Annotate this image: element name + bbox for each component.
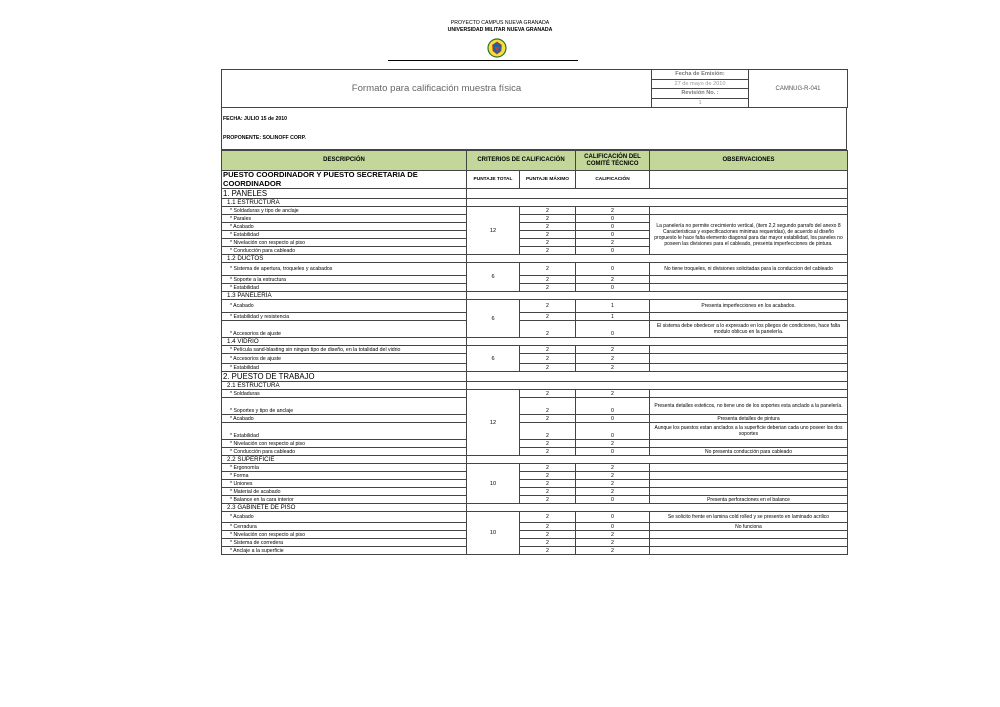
- subcategory-row: [222, 338, 848, 346]
- group-total: 12: [467, 207, 520, 255]
- section-title: PUESTO COORDINADOR Y PUESTO SECRETARIA DE COORDINADOR: [222, 171, 467, 189]
- group-total: 10: [467, 464, 520, 504]
- observation-cell: La panelería no permite crecimiento vertical, (item 2,2 segundo parrafo del anexo 8 Caracteristicas y especificaciones minimas requeridas), de acuerdo al diseño propuesto le hace falta elemento diagonal para dar mayor estabilidad, los paneles no poseen las divisiones para el cableado, presenta imperfecciones de pintura.: [650, 215, 848, 255]
- table-row: * Accesorios de ajuste 2 2: [222, 354, 848, 364]
- subcategory-row: [222, 456, 848, 464]
- table-row: * Forma 2 2: [222, 472, 848, 480]
- puntaje-maximo-header: PUNTAJE MÁXIMO: [520, 171, 576, 189]
- category-title: 2. PUESTO DE TRABAJO: [222, 372, 467, 382]
- observation-cell: Presenta detalles de pintura: [650, 415, 848, 423]
- category-row: [222, 189, 848, 199]
- evaluation-sheet: [221, 69, 847, 555]
- group-total: 10: [467, 512, 520, 555]
- table-row: * Acabado 2 0: [222, 223, 848, 231]
- subcategory-row: [222, 255, 848, 263]
- table-row: * Acabado 2 0 Presenta detalles de pintura: [222, 415, 848, 423]
- subcategory-row: [222, 292, 848, 300]
- date-line: FECHA: JULIO 15 de 2010: [223, 116, 288, 122]
- table-row: * Soporte a la estructura 2 2: [222, 276, 848, 284]
- table-row: * Parales 2 0 La panelería no permite crecimiento vertical, (item 2,2 segundo parrafo del anexo 8 Caracteristicas y especificaciones minimas requeridas), de acuerdo al diseño propuesto le hace falta elemento diagonal para dar mayor estabilidad, los paneles no poseen las divisiones para el cableado, presenta imperfecciones de pintura.: [222, 215, 848, 223]
- header-divider: [388, 60, 578, 61]
- puntaje-total-header: PUNTAJE TOTAL: [467, 171, 520, 189]
- table-row: * Soldaduras 12 2 2: [222, 390, 848, 398]
- subcategory-row: [222, 504, 848, 512]
- table-row: * Estabilidad 2 0: [222, 284, 848, 292]
- table-row: * Estabilidad 2 2: [222, 364, 848, 372]
- table-row: * Conducción para cableado 2 0: [222, 247, 848, 255]
- group-total: 12: [467, 390, 520, 456]
- university-seal-icon: [485, 38, 509, 58]
- table-row: * Ergonomía 10 2 2: [222, 464, 848, 472]
- col-criterios: CRITERIOS DE CALIFICACIÓN: [467, 151, 576, 171]
- university-name: UNIVERSIDAD MILITAR NUEVA GRANADA: [447, 27, 553, 33]
- table-row: * Película sand-blasting sin ningun tipo de diseño, en la totalidad del vidrio 6 2 2: [222, 346, 848, 354]
- table-row: * Cerradura 2 0 No funciona: [222, 523, 848, 531]
- subcategory-row: [222, 382, 848, 390]
- observation-cell: Se solicito frente en lamina cold rolled y se presento en laminado acrilico: [650, 512, 848, 523]
- section-header-row: [222, 171, 848, 189]
- proponent-line: PROPONENTE: SOLINOFF CORP.: [223, 135, 306, 141]
- table-row: * Balance en la cara interior 2 0 Presenta perforaciones en el balance: [222, 496, 848, 504]
- form-title: Formato para calificación muestra física: [222, 70, 652, 108]
- table-row: * Anclaje a la superficie 2 2: [222, 547, 848, 555]
- table-row: * Estabilidad y resistencia 2 1: [222, 313, 848, 321]
- form-title-block: [221, 69, 848, 108]
- table-row: * Estabilidad 2 0: [222, 231, 848, 239]
- subcategory-title: 2.1 ESTRUCTURA: [222, 382, 467, 390]
- column-header-row: [222, 151, 848, 171]
- subcategory-title: 2.3 GABINETE DE PISO: [222, 504, 467, 512]
- col-observaciones: OBSERVACIONES: [650, 151, 848, 171]
- subcategory-title: 1.2 DUCTOS: [222, 255, 467, 263]
- observation-cell: No funciona: [650, 523, 848, 531]
- table-row: * Acabado 6 2 1 Presenta imperfecciones en los acabados.: [222, 300, 848, 313]
- col-calificacion-comite: CALIFICACIÓN DEL COMITÉ TÉCNICO: [576, 151, 650, 171]
- calificacion-header: CALIFICACIÓN: [576, 171, 650, 189]
- issue-date-value: 27 de mayo de 2010: [652, 79, 749, 89]
- subcategory-title: 2.2 SUPERFICIE: [222, 456, 467, 464]
- observation-cell: Presenta perforaciones en el balance: [650, 496, 848, 504]
- revision-value: 1: [652, 98, 749, 108]
- info-block: [221, 108, 847, 150]
- table-row: * Material de acabado 2 2: [222, 488, 848, 496]
- table-row: * Uniones 2 2: [222, 480, 848, 488]
- issue-date-label: Fecha de Emisión:: [652, 70, 749, 80]
- table-row: * Conducción para cableado 2 0 No presenta conducción para cableado: [222, 448, 848, 456]
- observation-cell: Aunque los puestos estan anclados a la superficie deberian cada uno poseer los dos soportes: [650, 423, 848, 440]
- category-row: [222, 372, 848, 382]
- category-title: 1. PANELES: [222, 189, 467, 199]
- table-row: * Estabilidad 2 0 Aunque los puestos estan anclados a la superficie deberian cada uno poseer los dos soportes: [222, 423, 848, 440]
- table-row: * Soldaduras y tipo de anclaje 12 2 2: [222, 207, 848, 215]
- observation-cell: No tiene troqueles, ni divisiones solicitadas para la conduccion del cableado: [650, 263, 848, 276]
- group-total: 6: [467, 263, 520, 292]
- project-name: PROYECTO CAMPUS NUEVA GRANADA: [450, 20, 550, 26]
- table-row: * Nivelación con respecto al piso 2 2: [222, 239, 848, 247]
- table-row: * Acabado 10 2 0 Se solicito frente en lamina cold rolled y se presento en laminado acrilico: [222, 512, 848, 523]
- subcategory-title: 1.4 VIDRIO: [222, 338, 467, 346]
- col-descripcion: DESCRIPCIÓN: [222, 151, 467, 171]
- subcategory-title: 1.1 ESTRUCTURA: [222, 199, 467, 207]
- table-row: * Nivelación con respecto al piso 2 2: [222, 440, 848, 448]
- subcategory-title: 1.3 PANELERÍA: [222, 292, 467, 300]
- evaluation-table: [221, 150, 848, 555]
- table-row: * Sistema de corredera 2 2: [222, 539, 848, 547]
- table-row: * Accesorios de ajuste 2 0 El sistema debe obedecer a lo expresado en los pliegos de condiciones, hace falta modulo oblicuo en la panelería.: [222, 321, 848, 338]
- observation-cell: El sistema debe obedecer a lo expresado en los pliegos de condiciones, hace falta modulo oblicuo en la panelería.: [650, 321, 848, 338]
- table-row: * Soportes y tipo de anclaje 2 0 Presenta detalles esteticos, no tiene uno de los soportes esta anclado a la panelería.: [222, 398, 848, 415]
- observation-cell: Presenta detalles esteticos, no tiene uno de los soportes esta anclado a la panelería.: [650, 398, 848, 415]
- table-row: * Nivelación con respecto al piso 2 2: [222, 531, 848, 539]
- observation-cell: Presenta imperfecciones en los acabados.: [650, 300, 848, 313]
- group-total: 6: [467, 346, 520, 372]
- observation-cell: No presenta conducción para cableado: [650, 448, 848, 456]
- revision-label: Revisión No. :: [652, 89, 749, 99]
- table-row: * Sistema de apertura, troqueles y acabados 6 2 0 No tiene troqueles, ni divisiones solicitadas para la conduccion del cableado: [222, 263, 848, 276]
- document-header: [0, 20, 1000, 34]
- group-total: 6: [467, 300, 520, 338]
- subcategory-row: [222, 199, 848, 207]
- form-code: CAMNUG-R-041: [749, 70, 848, 108]
